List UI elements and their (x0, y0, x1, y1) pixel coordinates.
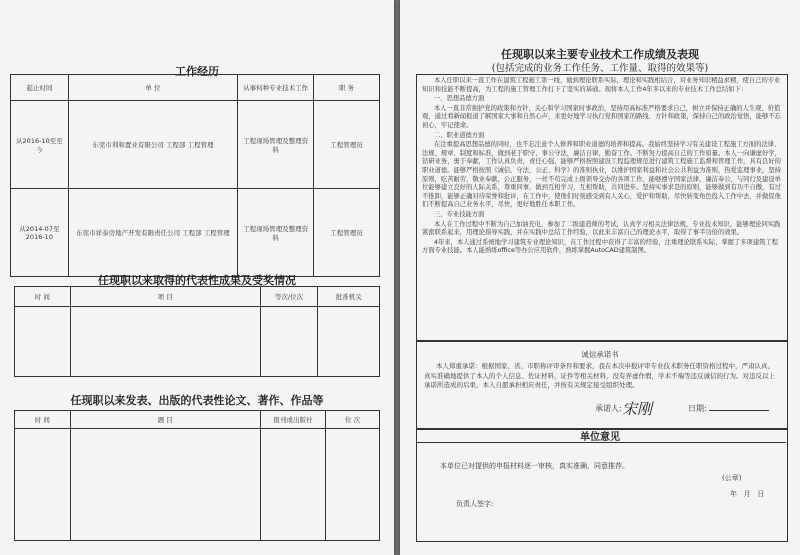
seal-label: (公章) (722, 474, 742, 482)
signer-label: 承诺人: (595, 404, 622, 413)
unit-date: 年 月 日 (730, 490, 765, 498)
pub-header: 报刊或出版社 (260, 411, 325, 429)
right-page (400, 0, 800, 555)
unit-opinion-title: 单位意见 (580, 432, 620, 443)
achievements-table (14, 286, 380, 377)
main-work-subtitle: (包括完成的业务工作任务、工作量、取得的效果等) (491, 63, 709, 74)
main-work-title: 任现职以来主要专业技术工作成绩及表现 (501, 48, 699, 61)
achv-header: 批准机关 (318, 287, 380, 307)
main-work-content (422, 77, 782, 337)
work-paragraph: 在注重提高思想品德的同时，也不忘注意个人修养和职业道德的培养和提高。我始终坚持学习有关建设工程施工方面的法律、法规、规章、制度和标准，做到老于职守，事公守法，廉洁自律，勤奋工作。不断努力提高自己的工作质量。本人一向谦虚好学，钻研业务，勇于奉献，工作认真负责，责任心强，能够严格按照建设工程监理规范进行建筑工程施工监督和管理工作，具有良好的职业道德。能够严格按照《诚信、守法、公正、科学》的准则执业，以维护国家利益和社会公共利益为准则，热爱监理事业，坚持原则，吃苦耐劳，敬业奉献，公正服务，一丝不苟完成上级领导交办的各项工作，能够遵守国家法律，廉洁奉公，与同行及建设单位能够建立良好的人际关系，尊重同事，做到互相学习，互相帮助，共同进步。坚持实事求是的原则，能够做到有功不自傲，有过不推卸，能够正确对待荣誉和批评，在工作中，使他们时刻感受到有人关心，爱护和帮助，尽快转变角色投入工作中去，并做促他们不断提高自己业务水平，尽快，更好地胜任本职工作。 (422, 141, 781, 209)
achv-header: 时 间 (15, 287, 71, 307)
work-unit: 东莞市祥泰房地产开发有限责任公司 工程部 工程管理 (68, 189, 237, 277)
section-heading: 三、专业技能方面 (434, 210, 485, 218)
publications-table (14, 410, 380, 541)
date-label: 日期: (688, 404, 707, 413)
work-paragraph: 本人任职以来一直工作在建筑工程施工第一线，做到理论联系实际，理论和实践相结合，对业务知识精益求精，使自己的专业知识和技能不断提高，为工程的施工管理工作打下了坚实的基础。现将本人工作4年多以来的专业技术工作总结如下： (422, 77, 781, 93)
table-row (15, 429, 380, 541)
work-paragraph: 4年来，本人通过系统地学习建筑专业理论知识，在工作过程中获得了丰富的经验，注重理论联系实际，掌握了多项建筑工程方面专业技能。本人能熟练office等办公应用软件，熟练掌握AutoCAD建筑制图。 (422, 238, 779, 255)
promise-text: 本人郑重承诺：根据国家、省、市职称评审条件和要求，我在本次申报评审专业技术职务任职资格过程中，严肃认真、真实准确地提供了本人的个人信息、佐证材料，证件等相关材料，没有弄虚作假，学术不端等违反诚信的行为。对违反以上承诺所造成的后果，本人自愿承担相应责任，并按有关规定接受组织处理。 (424, 362, 775, 389)
work-post: 工程管理员 (314, 101, 380, 189)
promise-date-label (688, 404, 769, 413)
section-heading: 一、思想品德方面 (434, 95, 485, 103)
publications-title: 任现职以来发表、出版的代表性论文、著作、作品等 (70, 394, 324, 407)
work-unit: 东莞市利和置业有限公司 工程部 工程管理 (68, 101, 237, 189)
achv-header: 等次/位次 (260, 287, 318, 307)
work-post: 工程管理员 (314, 189, 380, 277)
section-heading: 二、职业道德方面 (434, 131, 485, 139)
pub-header: 时 间 (15, 411, 71, 429)
work-paragraph: 本人一直非常拥护党的政策和方针，关心和学习国家时事政治，坚持用高标准严格要求自己，树立并保持正确的人生观、价值观，通过看新闻报道了解国家大事和自然心声，来更好地学习执行党和国家的路线、方针和政策，保持自己的政治觉悟，能够不忘初心，牢记使命。 (422, 104, 781, 129)
work-header: 起止时间 (11, 75, 69, 101)
table-row (11, 189, 380, 277)
work-period: 从2016-10至至今 (11, 101, 69, 189)
work-header: 单 位 (68, 75, 237, 101)
work-header: 职 务 (314, 75, 380, 101)
work-header: 从事何种专业技术工作 (238, 75, 314, 101)
unit-opinion-text: 本单位已对提供的申报材料逐一审核，真实准确，同意推荐。 (440, 462, 629, 470)
divider (416, 442, 786, 443)
work-history-table (10, 74, 380, 277)
work-period: 从2014-07至2016-10 (11, 189, 69, 277)
pub-header: 题 目 (70, 411, 260, 429)
achievements-title: 任现职以来取得的代表性成果及受奖情况 (98, 274, 296, 287)
signature: 宋刚 (622, 400, 653, 418)
table-row (11, 101, 380, 189)
promise-title: 诚信承诺书 (581, 350, 619, 359)
work-history-title: 工作经历 (175, 65, 219, 78)
work-type: 工程现场管理及整理资料 (238, 189, 314, 277)
table-row (15, 307, 380, 377)
leader-sign-label: 负责人签字: (456, 500, 494, 508)
unit-opinion-box (416, 428, 788, 542)
achv-header: 项 目 (70, 287, 260, 307)
work-type: 工程现场管理及整理资料 (238, 101, 314, 189)
work-paragraph: 本人在工作过程中不断为自己加油充电，参加了二级建造师的考试，认真学习相关法律法规，专业技术知识，能够理论同实践紧密联系起来，用理论指导实践，并在实践中总结工作经验，以此来丰富自己的理论水平，取得了事半功倍的效果。 (422, 220, 781, 237)
pub-header: 位 次 (326, 411, 380, 429)
left-page (0, 0, 394, 555)
